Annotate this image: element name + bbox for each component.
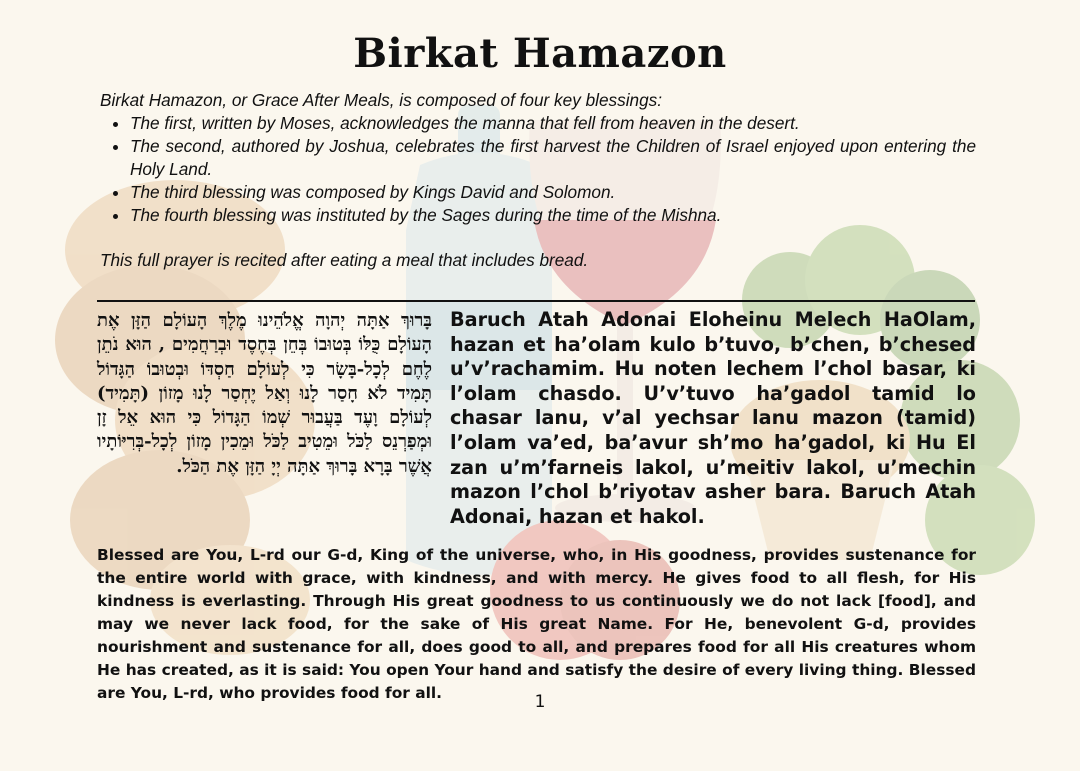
intro-text: Birkat Hamazon, or Grace After Meals, is composed of four key blessings:: [100, 90, 663, 110]
page-title: Birkat Hamazon: [353, 30, 727, 77]
list-item: • The third blessing was composed by Kings David and Solomon.: [130, 181, 976, 204]
english-translation-text: Blessed are You, L-rd our G-d, King of the universe, who, in His goodness, provides sustenance for the entire world with grace, with kindness, and with mercy. He gives food to all flesh, for His kindness is everlasting. Through His great goodness to us continuously we do not lack [food], and may we never lack food, for the sake of His great Name. For He, benevolent G-d, provides nourishment and sustenance for all, does good to all, and prepares food for all His creatures whom He has created, as it is said: You open Your hand and satisfy the desire of every living thing. Blessed are You, L-rd, who provides food for all.: [97, 546, 976, 702]
intro-section: [100, 89, 976, 272]
transliteration-text: Baruch Atah Adonai Eloheinu Melech HaOlam, hazan et ha’olam kulo b’tuvo, b’chen, b’chesed u’v’rachamim. Hu noten lechem l’chol basar, ki l’olam chasdo. U’v’tuvo ha’gadol tamid lo chasar lanu, v’al yechsar lanu mazon (tamid) l’olam va’ed, ba’avur sh’mo ha’gadol, ki Hu El zan u’m’farneis lakol, u’meitiv lakol, u’mechin mazon l’chol b’riyotav asher bara. Baruch Atah Adonai, hazan et hakol.: [450, 308, 976, 528]
blessings-list: [100, 112, 976, 227]
intro-note: This full prayer is recited after eating a meal that includes bread.: [100, 250, 589, 270]
page-number: 1: [534, 692, 546, 712]
list-item: • The second, authored by Joshua, celebrates the first harvest the Children of Israel enjoyed upon entering the Holy Land.: [130, 135, 976, 181]
list-item: • The fourth blessing was instituted by the Sages during the time of the Mishna.: [130, 204, 976, 227]
list-item: • The first, written by Moses, acknowledges the manna that fell from heaven in the desert.: [130, 112, 976, 135]
section-divider: [97, 300, 975, 302]
hebrew-blessing-text: בָּרוּךְ אַתָּה יְהוָה אֱלֹהֵינוּ מֶלֶךְ הָעוֹלָם הַזָּן אֶת הָעוֹלָם כֻּלּוֹ בְּטוּבוֹ בְּחֵן בְּחֶסֶד וּבְרַחֲמִים , הוּא נֹתֵן לֶחֶם לְכָל-בָּשָׂר כִּי לְעוֹלָם חַסְדּוֹ וּבְטוּבוֹ הַגָּדוֹל תָּמִיד לֹא חָסַר לָנוּ וְאַל יֶחְסַר לָנוּ מָזוֹן (תָּמִיד) לְעוֹלָם וָעֶד בַּעֲבוּר שְׁמוֹ הַגָּדוֹל כִּי הוּא אֵל זָן וּמְפַרְנֵס לַכֹּל וּמֵטִיב לַכֹּל וּמֵכִין מָזוֹן לְכָל-בְּרִיּוֹתָיו אֲשֶׁר בָּרָא בָּרוּךְ אַתָּה יְיָ הַזָּן אֶת הַכֹּל.: [97, 310, 432, 477]
